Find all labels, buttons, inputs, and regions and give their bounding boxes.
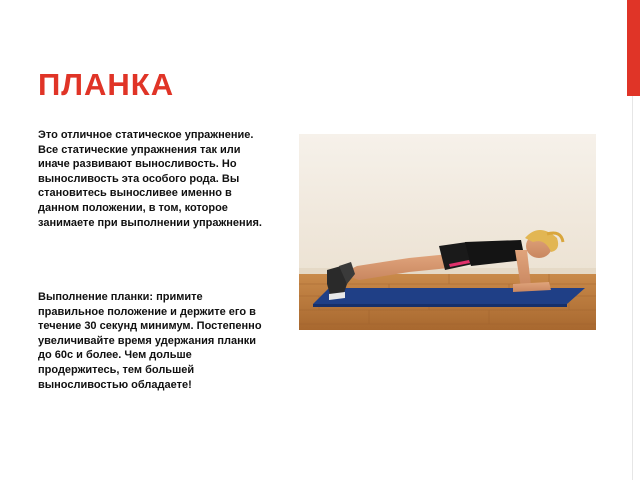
paragraph-description: Это отличное статическое упражнение. Все статические упражнения так или иначе развивают выносливость. Но выносливость эта особого рода. Вы становитесь выносливее именно в данном положении, в том, которое занимаете при выполнении упражнения. [38,129,262,229]
exercise-mat [313,288,585,304]
accent-bar [627,0,640,96]
paragraph-instructions: Выполнение планки: примите правильное положение и держите его в течение 30 секунд минимум. Постепенно увеличивайте время удержания планки до 60с и более. Чем дольше продержитесь, тем большей выносливостью обладаете! [38,291,262,391]
slide-title: ПЛАНКА [38,67,175,102]
plank-exercise-photo [299,134,596,330]
right-divider [632,96,633,480]
